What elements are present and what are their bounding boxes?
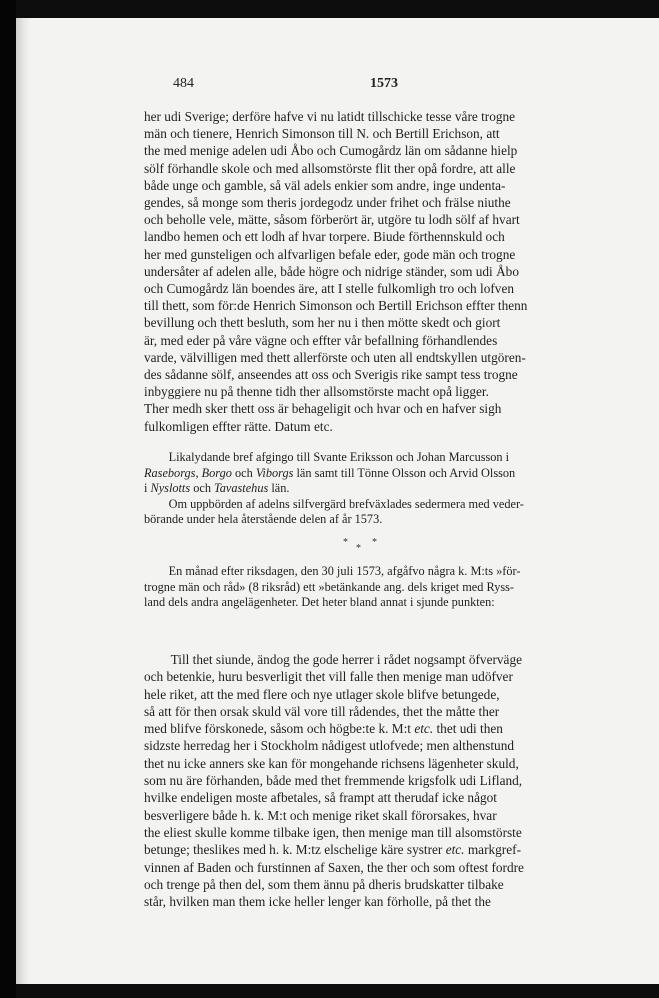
note-line: land dels andra angelägenheter. Det heter bland annat i sjunde punkten: xyxy=(144,595,495,610)
text-line: både unge och gamble, så väl adels enkier som andre, inge undenta- xyxy=(144,177,506,193)
star-glyph: * xyxy=(356,543,361,554)
text-span: betunge; theslikes med h. k. M:tz elschelige käre systrer xyxy=(144,842,446,858)
council-statement xyxy=(144,651,604,910)
text-line: thet nu icke anners ske kan för mongehande richsens lägenheter skuld, xyxy=(144,755,519,771)
text-line: Ther medh sker thett oss är behageligit och hvar och en hafver sigh xyxy=(144,401,502,417)
separator: , xyxy=(195,465,202,480)
book-page xyxy=(16,18,659,984)
conjunction: och xyxy=(190,481,215,496)
text-line: sidzste herredag her i Stockholm nådigest utlofvede; men althenstund xyxy=(144,738,515,754)
text-line: som nu äre förhanden, både med thet fremmende krigsfolk udi Lifland, xyxy=(144,773,523,789)
page-number: 484 xyxy=(173,76,194,91)
note-text: i xyxy=(144,481,151,496)
note-line xyxy=(144,481,604,497)
text-line: hele riket, att the med flere och nye utlager skole blifve betungede, xyxy=(144,686,500,702)
text-span: markgref- xyxy=(464,842,521,858)
text-span: thet udi then xyxy=(433,721,503,737)
text-line: undersåter af adelen alle, både högre och nidrige ständer, som udi Åbo xyxy=(144,263,519,279)
text-line: sölf förhandle skole och med allsomstörste flit ther opå fordre, att alle xyxy=(144,160,516,176)
text-line: her udi Sverige; derföre hafve vi nu latidt tillschicke tesse våre trogne xyxy=(144,109,516,124)
text-line: och Cumogårdz län boendes äre, att I stelle fulkomligh tro och lofven xyxy=(144,281,514,297)
text-line: landbo hemen och ett lodh af hvar torpere. Biude förthennskuld och xyxy=(144,229,505,245)
star-glyph: * xyxy=(372,537,377,548)
text-line: the med menige adelen udi Åbo och Cumogårdz län om sådanne hielp xyxy=(144,143,518,159)
note-line: Likalydande bref afgingo till Svante Eriksson och Johan Marcusson i xyxy=(168,450,510,464)
running-header xyxy=(16,76,659,96)
note-line: Om uppbörden af adelns silfvergärd brefväxlades sedermera med veder- xyxy=(168,496,524,511)
note-line: En månad efter riksdagen, den 30 juli 1573, afgåfvo några k. M:ts »för- xyxy=(168,564,521,578)
text-line: hvilke endeligen moste afbetales, så frampt att therudaf icke något xyxy=(144,790,497,806)
text-line: gendes, så monge som theris jordegodz under frihet och frälse niuthe xyxy=(144,195,511,211)
text-line: och betenkie, huru besverligit thet vill falle then menige man udöfver xyxy=(144,669,513,685)
conjunction: och xyxy=(231,465,256,480)
place-name: Tavastehus xyxy=(214,481,269,496)
text-line xyxy=(144,841,604,858)
text-line: fulkomligen effter rätte. Datum etc. xyxy=(144,418,333,434)
text-line: besverligere både h. k. M:t och menige riket skall förorsakes, hvar xyxy=(144,807,497,823)
section-divider-stars xyxy=(16,537,659,554)
text-line: är, med eder på våre vägne och effter vår befallning förhandlendes xyxy=(144,332,498,348)
text-line: des sådanne sölf, anseendes att oss och Sverigis rike sampt tess trogne xyxy=(144,367,518,383)
note-line xyxy=(144,466,604,482)
scan-border xyxy=(0,0,16,998)
place-name: Viborgs xyxy=(255,465,294,480)
note-line: börande under hela återstående delen af år 1573. xyxy=(144,512,383,527)
letter-text xyxy=(144,108,604,435)
text-line: her med gunsteligen och alfvarligen befale eder, gode män och trogne xyxy=(144,246,516,262)
editorial-intro xyxy=(144,564,604,611)
star-glyph: * xyxy=(343,537,348,548)
text-line: män och tienere, Henrich Simonson till N. och Bertill Erichson, att xyxy=(144,126,500,142)
text-line: inbyggiere nu på thenne tidh ther allsomstörste macht opå ligger. xyxy=(144,384,489,400)
editorial-note xyxy=(144,450,604,528)
page-binding-shadow xyxy=(16,18,30,984)
place-name: Borgo xyxy=(201,465,232,480)
place-name: Nyslotts xyxy=(150,481,191,496)
text-line: varde, välvilligen med thett allerförste och uten all endtskyllen utgören- xyxy=(144,349,526,365)
abbreviation: etc. xyxy=(445,842,465,858)
text-line: bevillung och thett besluth, som her nu i then mötte skedt och giort xyxy=(144,315,501,331)
text-line: och trenge på then del, som them ännu på dheris brudskatter tilbake xyxy=(144,876,504,892)
note-text: län. xyxy=(268,481,290,496)
text-line: och beholle vele, mätte, såsom förberört är, utgöre tu lodh sölf af hvart xyxy=(144,212,520,228)
note-text: län samt till Tönne Olsson och Arvid Olsson xyxy=(293,465,516,480)
text-line: så att för then orsak skuld väl vore till rådendes, thet the måtte ther xyxy=(144,703,500,719)
note-line: trogne män och råd» (8 riksråd) ett »betänkande ang. dels kriget med Ryss- xyxy=(144,579,515,594)
text-line: till thett, som för:de Henrich Simonson och Bertill Erichson effter thenn xyxy=(144,298,528,314)
text-line: Till thet siunde, ändog the gode herrer i rådet nogsampt öfverväge xyxy=(170,652,523,667)
text-line: vinnen af Baden och furstinnen af Saxen, the ther och som oftest fordre xyxy=(144,859,524,875)
text-span: med blifve förskonede, såsom och högbe:te k. M:t xyxy=(144,721,415,737)
text-line: står, hvilken man them icke heller lenger kan förholle, på thet the xyxy=(144,894,491,910)
text-line: the eliest skulle komme tilbake igen, then menige man till alsomstörste xyxy=(144,824,522,840)
text-line xyxy=(144,720,604,737)
place-name: Raseborgs xyxy=(144,465,196,480)
header-year: 1573 xyxy=(370,76,398,91)
abbreviation: etc. xyxy=(414,721,434,737)
